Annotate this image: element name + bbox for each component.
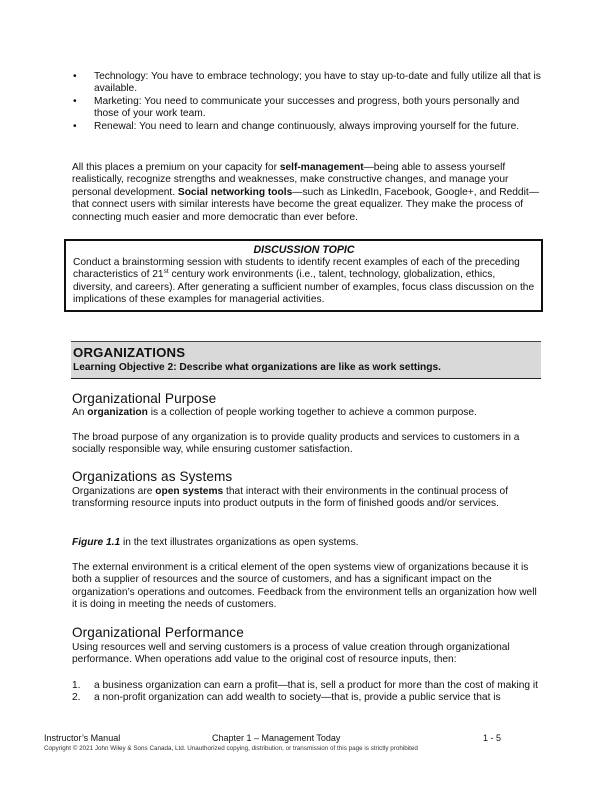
list-text: a business organization can earn a profit—that is, sell a product for more than the cost of making it xyxy=(94,680,538,691)
systems-paragraph-2 xyxy=(72,537,542,549)
text-run: Organizations are xyxy=(72,486,156,497)
bullet-item-technology xyxy=(72,71,547,96)
bullet-item-renewal xyxy=(72,121,547,133)
footer-chapter: Chapter 1 – Management Today xyxy=(212,733,341,743)
systems-paragraph-1 xyxy=(72,486,542,511)
section-header-organizations xyxy=(71,341,541,379)
bullet-item-marketing xyxy=(72,96,547,121)
term-social-networking-tools: Social networking tools xyxy=(177,186,293,198)
text-run: Conduct a brainstorming session with students to identify recent examples of each of the preceding characteristics of 21 xyxy=(73,257,520,281)
performance-paragraph: Using resources well and serving customers is a process of value creation through organizational performance. When operations add value to the original cost of resource inputs, then: xyxy=(72,642,510,666)
footer-page-number: 1 - 5 xyxy=(483,733,502,743)
text-run: An xyxy=(72,407,88,418)
footer-manual-name: Instructor’s Manual xyxy=(44,733,121,743)
heading-organizational-purpose: Organizational Purpose xyxy=(72,391,217,406)
systems-paragraph-3: The external environment is a critical element of the open systems view of organizations because it is both a supplier of resources and the source of customers, and has a significant impact on the organization’s operations and outcomes. Feedback from the environment tells an organization how well it is doing in meeting the needs of customers. xyxy=(72,562,537,611)
bullet-list xyxy=(72,71,547,133)
purpose-paragraph-1 xyxy=(72,407,542,419)
term-organization: organization xyxy=(87,407,148,418)
learning-objective: Learning Objective 2: Describe what organizations are like as work settings. xyxy=(73,362,441,373)
section-title: ORGANIZATIONS xyxy=(73,345,186,360)
bullet-marker: • xyxy=(73,120,77,132)
text-run: century work environments (i.e., talent, technology, globalization, ethics, diversity, and careers). After generating a sufficient number of examples, focus class discussion on the implications of these examples for managerial activities. xyxy=(73,269,535,306)
text-run: —such as LinkedIn, Facebook, Google+, and Reddit—that connect users with similar interests have become the great equalizer. They make the process of connecting much easier and more democratic than ever before. xyxy=(72,186,539,223)
term-self-management: self-management xyxy=(279,162,364,173)
bullet-text: Renewal: You need to learn and change continuously, always improving yourself for the future. xyxy=(94,120,520,132)
text-run: —being able to assess yourself realistically, recognize strengths and weaknesses, make constructive changes, and manage your personal development. xyxy=(72,162,509,198)
text-run: that interact with their environments in the continual process of transforming resource inputs into product outputs in the form of finished goods and/or services. xyxy=(72,486,509,510)
heading-organizations-as-systems: Organizations as Systems xyxy=(72,469,233,484)
figure-reference: Figure 1.1 xyxy=(72,537,121,548)
text-run: in the text illustrates organizations as open systems. xyxy=(120,537,359,548)
list-text: a non-profit organization can add wealth to society—that is, provide a public service that is xyxy=(94,692,501,704)
bullet-marker: • xyxy=(73,71,77,82)
list-number: 2. xyxy=(72,692,81,704)
superscript: st xyxy=(163,268,169,276)
bullet-marker: • xyxy=(73,95,77,107)
list-item xyxy=(72,680,542,692)
copyright-notice: Copyright © 2021 John Wiley & Sons Canada, Ltd. Unauthorized copying, distribution, or transmission of this page is strictly prohibited xyxy=(44,745,418,752)
self-management-paragraph xyxy=(72,162,548,224)
discussion-topic-box xyxy=(64,239,543,312)
text-run: All this places a premium on your capacity for xyxy=(72,162,280,173)
list-item xyxy=(72,692,542,704)
numbered-list xyxy=(72,680,542,705)
term-open-systems: open systems xyxy=(155,486,224,497)
purpose-paragraph-2: The broad purpose of any organization is to provide quality products and services to customers in a socially responsible way, while ensuring customer satisfaction. xyxy=(72,432,520,456)
bullet-text: Marketing: You need to communicate your successes and progress, both yours personally and those of your work team. xyxy=(94,95,520,120)
list-number: 1. xyxy=(72,680,81,691)
text-run: is a collection of people working together to achieve a common purpose. xyxy=(147,407,477,418)
discussion-topic-title: DISCUSSION TOPIC xyxy=(253,244,355,256)
heading-organizational-performance: Organizational Performance xyxy=(72,625,244,640)
discussion-topic-body xyxy=(73,257,535,307)
bullet-text: Technology: You have to embrace technology; you have to stay up-to-date and fully utilize all that is available. xyxy=(94,71,541,95)
